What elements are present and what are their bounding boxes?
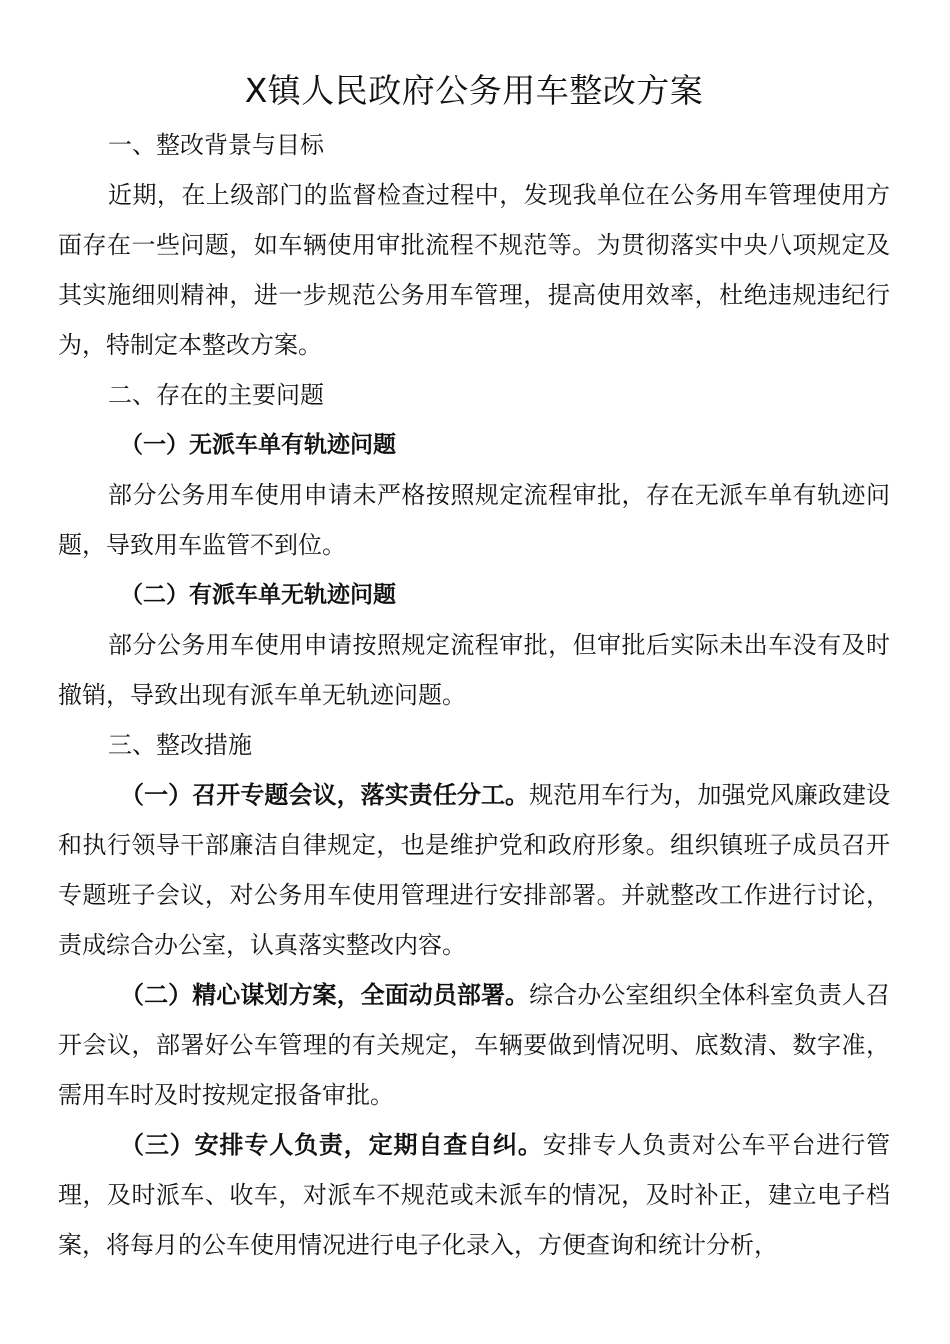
section-heading-measures: 三、整改措施 — [108, 731, 252, 759]
document-page — [58, 62, 890, 1270]
measure-paragraph-2 — [58, 970, 890, 1120]
paragraph-background: 近期，在上级部门的监督检查过程中，发现我单位在公务用车管理使用方面存在一些问题，如车辆使用审批流程不规范等。为贯彻落实中央八项规定及其实施细则精神，进一步规范公务用车管理，提高使用效率，杜绝违规违纪行为，特制定本整改方案。 — [58, 181, 890, 359]
measure-lead-3: （三）安排专人负责，定期自查自纠。 — [120, 1131, 543, 1159]
section-heading-problems: 二、存在的主要问题 — [108, 381, 324, 409]
measure-lead-1: （一）召开专题会议，落实责任分工。 — [120, 781, 530, 809]
problem-title-1: （一）无派车单有轨迹问题 — [120, 432, 396, 458]
measure-body-3: 安排专人负责对公车平台进行管理，及时派车、收车，对派车不规范或未派车的情况，及时补正，建立电子档案，将每月的公车使用情况进行电子化录入，方便查询和统计分析， — [58, 1131, 891, 1259]
measure-paragraph-3 — [58, 1120, 890, 1270]
problem-body-1: 部分公务用车使用申请未严格按照规定流程审批，存在无派车单有轨迹问题，导致用车监管不到位。 — [58, 481, 890, 559]
problem-title-2: （二）有派车单无轨迹问题 — [120, 582, 396, 608]
measure-body-2: 综合办公室组织全体科室负责人召开会议，部署好公车管理的有关规定，车辆要做到情况明、底数清、数字准，需用车时及时按规定报备审批。 — [58, 981, 891, 1109]
section-heading-background: 一、整改背景与目标 — [108, 131, 324, 159]
measure-lead-2: （二）精心谋划方案，全面动员部署。 — [120, 981, 530, 1009]
problem-body-2: 部分公务用车使用申请按照规定流程审批，但审批后实际未出车没有及时撤销，导致出现有派车单无轨迹问题。 — [58, 631, 890, 709]
document-title: X镇人民政府公务用车整改方案 — [244, 71, 704, 110]
measure-paragraph-1 — [58, 770, 890, 970]
measure-body-1: 规范用车行为，加强党风廉政建设和执行领导干部廉洁自律规定，也是维护党和政府形象。组织镇班子成员召开专题班子会议，对公务用车使用管理进行安排部署。并就整改工作进行讨论，责成综合办公室，认真落实整改内容。 — [58, 781, 891, 959]
